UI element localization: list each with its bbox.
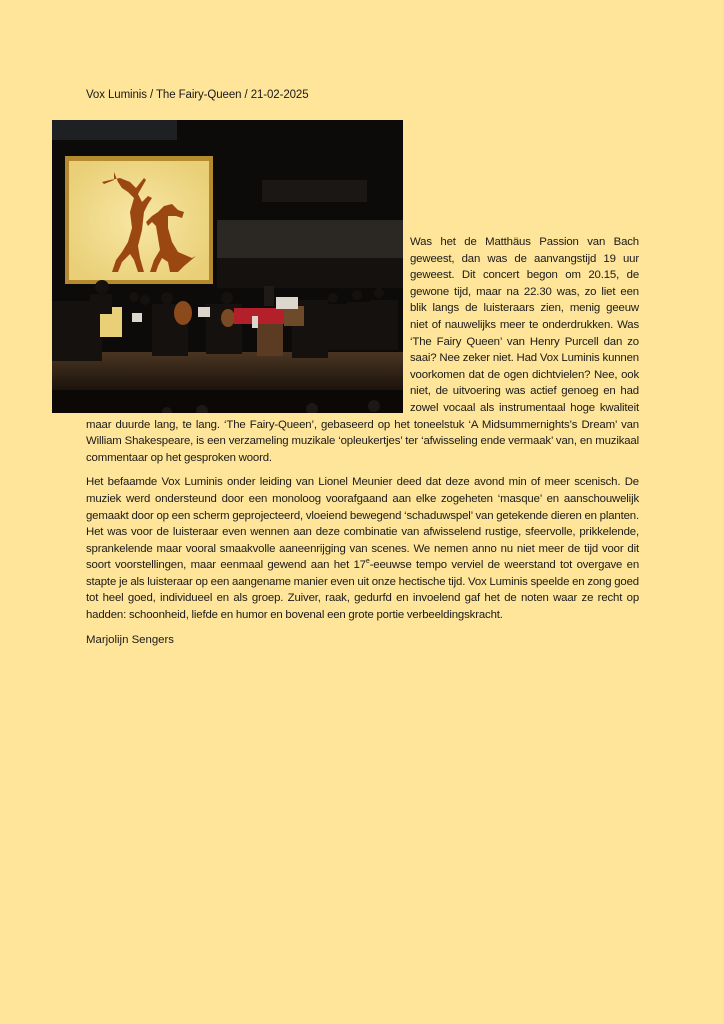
article-paragraph-2-part-1: Het befaamde Vox Luminis onder leiding van Lionel Meunier deed dat deze avond min of meer scenisch. De muziek werd ondersteund door een monoloog voorafgaand aan elke zogeheten ‘masque’ en aanschouwelijk gemaakt door op een scherm geprojecteerd, vloeiend bewegend ‘schaduwspel’ van getekende dieren en planten. Het was voor de luisteraar even wennen aan deze combinatie van afwisselend rustige, sfeervolle, prikkelende, sprankelende maar vooral smaakvolle aaneenrijging van scenes. We nemen anno nu niet meer de tijd voor dit soort voorstellingen, maar eenmaal gewend aan het 17 (86, 476, 639, 572)
ordinal-superscript: e (365, 558, 370, 566)
article-paragraph-1: Was het de Matthäus Passion van Bach geweest, dan was de aanvangstijd 19 uur geweest. Dit concert begon om 20.15, de gewone tijd, maar na 22.30 was, zo liet een blik langs de luisteraars zien, menig geeuw niet of nauwelijks meer te onderdrukken. Was ‘The Fairy Queen’ van Henry Purcell dan zo saai? Nee zeker niet. Had Vox Luminis kunnen voorkomen dat de ogen dichtvielen? Nee, ook niet, de uitvoering was actief genoeg en had zowel vocaal als instrumentaal hoge kwaliteit maar duurde lang, te lang. ‘The Fairy-Queen’, gebaseerd op het toneelstuk ‘A Midsummernights’s Dream’ van William Shakespeare, is een verzameling muzikale ‘opleukertjes’ ter ‘afwisseling ende vermaak’ van, en muzikaal commentaar op het gesproken woord. (86, 236, 639, 464)
concert-photo-illustration (52, 120, 403, 413)
concert-photo (52, 120, 403, 413)
article-body (52, 120, 639, 648)
article-header: Vox Luminis / The Fairy-Queen / 21-02-2025 (86, 89, 309, 101)
article-paragraph-2-part-2: -eeuwse tempo verviel de weerstand tot overgave en stapte je als luisteraar op een aangename manier even uit onze hectische tijd. Vox Luminis speelde en zong goed tot heel goed, individueel en als groep. Zuiver, raak, gedurfd en invoelend gaf het de noten waar ze recht op hadden: schoonheid, liefde en humor en bovenal een grote portie verbeeldingskracht. (86, 559, 640, 622)
author-signature: Marjolijn Sengers (86, 633, 174, 646)
article-paragraph-2 (86, 474, 639, 623)
